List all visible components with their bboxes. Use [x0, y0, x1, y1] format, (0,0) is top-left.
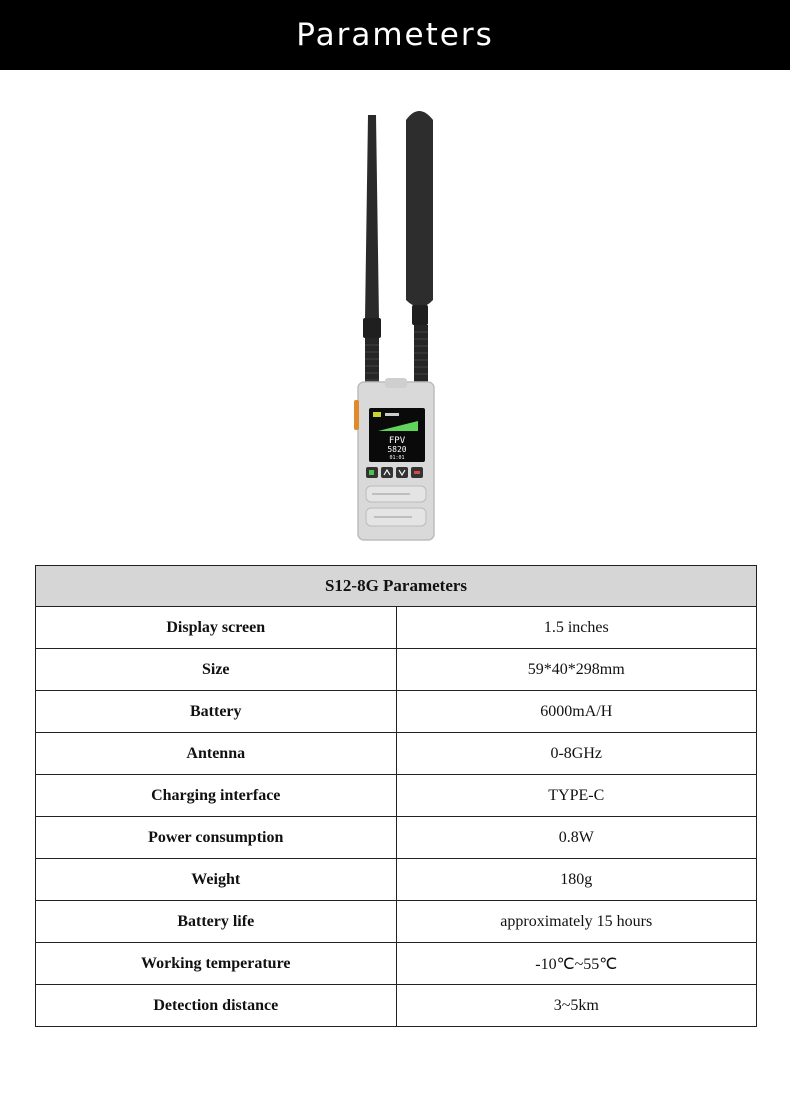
- row-value: 1.5 inches: [396, 607, 757, 649]
- device-illustration: [330, 100, 460, 545]
- row-label: Working temperature: [36, 943, 397, 985]
- table-title: S12-8G Parameters: [36, 566, 757, 607]
- table-row: [36, 985, 757, 1027]
- table-row: [36, 817, 757, 859]
- table-row: [36, 691, 757, 733]
- screen-title: FPV: [388, 436, 406, 446]
- row-label: Detection distance: [36, 985, 397, 1027]
- row-label: Display screen: [36, 607, 397, 649]
- row-value: approximately 15 hours: [396, 901, 757, 943]
- left-antenna: [365, 115, 379, 320]
- row-label: Size: [36, 649, 397, 691]
- row-value: 6000mA/H: [396, 691, 757, 733]
- row-value: 59*40*298mm: [396, 649, 757, 691]
- page-title: Parameters: [296, 17, 494, 53]
- side-button: [354, 400, 359, 430]
- table-row: [36, 649, 757, 691]
- table-row: [36, 607, 757, 649]
- row-label: Battery: [36, 691, 397, 733]
- table-row: [36, 775, 757, 817]
- row-label: Power consumption: [36, 817, 397, 859]
- row-value: 0-8GHz: [396, 733, 757, 775]
- row-label: Charging interface: [36, 775, 397, 817]
- row-value: 180g: [396, 859, 757, 901]
- row-label: Antenna: [36, 733, 397, 775]
- table-row: [36, 901, 757, 943]
- table-row: [36, 859, 757, 901]
- parameters-table: [35, 565, 757, 1027]
- product-image: [330, 100, 460, 545]
- screen-channel: 01:01: [389, 455, 405, 461]
- down-button: [396, 467, 408, 478]
- row-value: -10℃~55℃: [396, 943, 757, 985]
- row-value: 3~5km: [396, 985, 757, 1027]
- row-value: TYPE-C: [396, 775, 757, 817]
- row-label: Battery life: [36, 901, 397, 943]
- header-banner: [0, 0, 790, 70]
- table-row: [36, 943, 757, 985]
- row-label: Weight: [36, 859, 397, 901]
- right-antenna: [406, 111, 433, 307]
- table-row: [36, 733, 757, 775]
- row-value: 0.8W: [396, 817, 757, 859]
- screen-frequency: 5820: [387, 445, 407, 454]
- up-button: [381, 467, 393, 478]
